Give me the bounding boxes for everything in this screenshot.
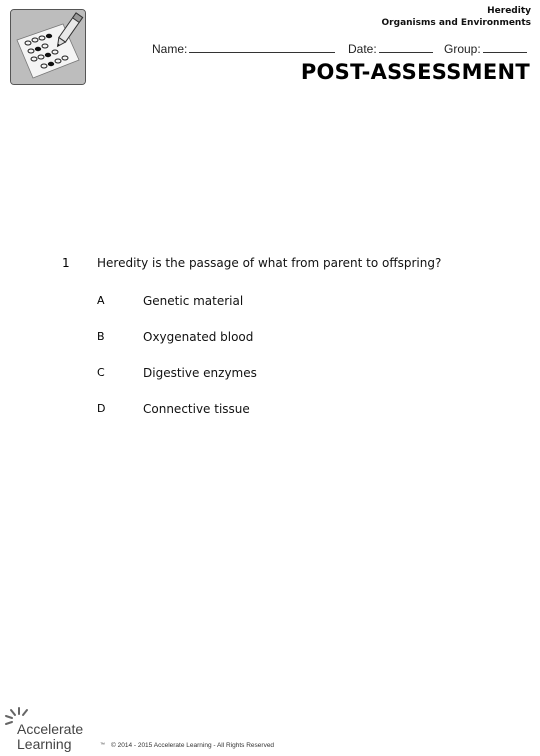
- brand-name-line2: Learning: [17, 736, 72, 752]
- date-field: [348, 42, 433, 56]
- topic-title: Heredity: [487, 6, 531, 16]
- question-text: Heredity is the passage of what from parent to offspring?: [97, 256, 442, 270]
- student-info-row: [152, 42, 532, 56]
- choice-b[interactable]: [0, 330, 540, 346]
- page-title: POST-ASSESSMENT: [300, 60, 530, 84]
- choice-text: Digestive enzymes: [143, 366, 257, 380]
- answer-sheet-pencil-icon: [10, 9, 86, 85]
- name-field: [152, 42, 335, 56]
- date-label: Date:: [348, 42, 377, 56]
- topic-subtitle: Organisms and Environments: [381, 18, 531, 28]
- brand-name-line1: Accelerate: [17, 721, 84, 737]
- topic-block: [382, 5, 531, 29]
- choice-text: Genetic material: [143, 294, 244, 308]
- group-line[interactable]: [483, 42, 527, 53]
- choice-text: Oxygenated blood: [143, 330, 254, 344]
- brand-logo: [4, 706, 108, 752]
- choice-letter: C: [97, 366, 105, 379]
- group-field: [444, 42, 527, 56]
- question-number: 1: [62, 256, 70, 270]
- choice-letter: B: [97, 330, 105, 343]
- trademark-symbol: ™: [100, 742, 105, 748]
- name-line[interactable]: [189, 42, 335, 53]
- copyright-notice: © 2014 - 2015 Accelerate Learning - All Rights Reserved: [111, 742, 275, 749]
- choice-text: Connective tissue: [143, 402, 250, 416]
- name-label: Name:: [152, 42, 188, 56]
- choice-letter: D: [97, 402, 106, 415]
- choice-d[interactable]: [0, 402, 540, 418]
- date-line[interactable]: [379, 42, 433, 53]
- choice-letter: A: [97, 294, 105, 307]
- group-label: Group:: [444, 42, 481, 56]
- choice-a[interactable]: [0, 294, 540, 310]
- choice-c[interactable]: [0, 366, 540, 382]
